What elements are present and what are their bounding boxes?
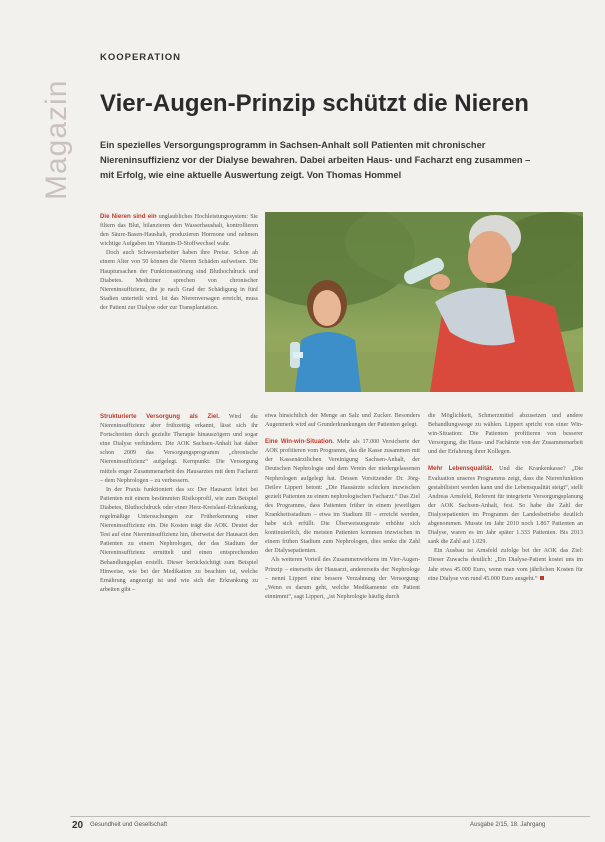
paragraph-text: Und die Krankenkasse? „Die Evaluation unseres Programms zeigt, dass die Nierenfunktion gestabilisiert werden kann und die Lebensqualität steigt“, stellt Andreas Arnsfeld, Referent für integrierte Versorgungsplanung der AOK Sachsen-Anhalt, fest. So habe die Zahl der Dialysepatienten im Programm der Landesbetriebe deutlich abgenommen. Musste im Jahr 2010 noch 1.867 Patienten an Dialyse, waren es im Jahr später 1.333 Patienten. Bis 2013 sank die Zahl auf 1.029. <box>428 466 583 546</box>
run-in-heading: Die Nieren sind ein <box>100 213 157 220</box>
paragraph-text: unglaubliches Hochleistungssystem: Sie filtern das Blut, bilanzieren den Wasserhaushalt, kontrollieren den Säure-Basen-Haushalt, produzieren Hormone und nehmen wichtige Aufgaben im Vitamin-D-Stoffwechsel wahr. <box>100 214 258 248</box>
paragraph: etwa hinsichtlich der Menge an Salz und Zucker. Besonders Augenmerk wird auf Grunderkrankungen der Patienten gelegt. <box>265 413 420 429</box>
paragraph-text: Mehr als 17.000 Versicherte der AOK profitieren vom Programm, das die Kasse zusammen mit der Kassenärztlichen Vereinigung Sachsen-Anhalt, der Deutschen Nephrologie und dem Verein der niedergelassenen Nephrologen aufgelegt hat. Dessen Vorsitzender Dr. Jörg-Detlev Lippert betont: „Die Hausärzte schicken inzwischen gezielt Patienten zu einem nephrologischen Facharzt.“ Das Ziel des Programms, dass Patienten früher in einem jeweiligen Krankheitsstadium – etwa im Stadium III – erreicht werden, habe sich erfüllt. Die Überweisungsrate erhöhte sich kontinuierlich, die meisten Patienten kommen inzwischen in einem frühen Stadium zum Nephrologen, dies senke die Zahl der Dialysepatienten. <box>265 439 420 555</box>
paragraph: die Möglichkeit, Schmerzmittel abzusetzen und andere Behandlungswege zu wählen. Lippert spricht von einer Win-win-Situation: Die Patienten profitieren von besserer Versorgung, die Haus- und Fachärzte von der Zusammenarbeit und der Erfahrung ihrer Kollegen. <box>428 413 583 456</box>
run-in-heading: Eine Win-win-Situation. <box>265 438 334 446</box>
paragraph-text: Ein Ausbau ist Arnsfeld zufolge bei der AOK das Ziel: Dieser Zuwachs deutlich: „Ein Dialyse-Patient kostet uns im Jahr etwa 45.000 Euro, wenn man vom jährlichen Kosten für eine Dialyse von rund 45.000 Euro ausgeht.“ <box>428 548 583 582</box>
paragraph: Doch auch Schwerstarbeiter haben ihre Preise. Schon ab einem Alter von 50 können die Nieren Schäden aufweisen. Die Hauptursachen der Funktionsstörung sind Bluthochdruck und Diabetes. Mediziner sprechen von chronischer Niereninsuffizienz, die je nach Grad der Schädigung in fünf Stadien unterteilt wird. Ist das Nierenversagen erreicht, muss der Patient zur Dialyse oder zur Transplantation. <box>100 250 258 311</box>
photo-illustration <box>265 212 583 392</box>
footer-issue: Ausgabe 2/15, 18. Jahrgang <box>470 822 546 828</box>
footer-section-name: Gesundheit und Gesellschaft <box>90 822 168 828</box>
paragraph <box>100 212 258 249</box>
paragraph <box>265 437 420 556</box>
section-side-label: Magazin <box>40 79 73 200</box>
end-mark-icon <box>540 576 544 580</box>
article-photo <box>265 212 583 392</box>
paragraph <box>100 412 258 486</box>
paragraph: Als weiteren Vorteil des Zusammenwirkens im Vier-Augen-Prinzip – einerseits der Hausarzt, andererseits der Nephrologe – nennt Lippert eine bessere Verzahnung der Versorgung: „Wenn es darum geht, welche Medikamente ein Patient einnimmt“, sagt Lippert, „ist Nephrologie häufig durch <box>265 557 420 600</box>
paragraph <box>428 464 583 547</box>
run-in-heading: Strukturierte Versorgung als Ziel. <box>100 413 220 420</box>
article-column-1-top <box>100 212 258 392</box>
page-number: 20 <box>72 820 84 831</box>
paragraph <box>428 547 583 583</box>
article-column-2 <box>265 412 420 804</box>
article-lead: Ein spezielles Versorgungsprogramm in Sachsen-Anhalt soll Patienten mit chronischer Niereninsuffizienz vor der Dialyse bewahren. Dabei arbeiten Haus- und Facharzt eng zusammen – mit Erfolg, wie eine aktuelle Auswertung zeigt. Von Thomas Hommel <box>100 140 531 180</box>
paragraph-text: Wird die Niereninsuffizienz aber frühzeitig erkannt, lässt sich ihr Fortschreiten durch gezielte Therapie hinauszögern und sogar eine Dialyse verhindern. Die AOK Sachsen-Anhalt hat daher schon 2009 das Versorgungsprogramm „chronische Niereninsuffizienz“ aufgelegt. Kernpunkt: Die Versorgung mittels enger Zusammenarbeit des Hausarztes mit dem Facharzt – dem Nephrologen – zu verbessern. <box>100 414 258 484</box>
article-headline: Vier-Augen-Prinzip schützt die Nieren <box>100 90 529 117</box>
article-kicker: KOOPERATION <box>100 52 182 63</box>
run-in-heading: Mehr Lebensqualität. <box>428 465 494 473</box>
article-column-3 <box>428 412 583 804</box>
paragraph: In der Praxis funktioniert das so: Der Hausarzt leitet bei Patienten mit einem bestimmten Risikoprofil, wie zum Beispiel Diabetes, Bluthochdruck oder einer Herz-Kreislauf-Erkrankung, regelmäßige Untersuchungen zur Früherkennung einer Niereninsuffizienz ein. Die Kosten trägt die AOK. Deutet der Test auf eine Niereninsuffizienz hin, überweist der Hausarzt den Patienten zu einem Nephrologen, der das Stadium der Niereninsuffizienz ermittelt und einen entsprechenden Behandlungsplan erstellt. Dieser berücksichtigt zum Beispiel Hinweise, wie bei der Medikation zu beachten ist, welche Ernährung angezeigt ist und wie sich der Erkrankung zu arbeiten gibt – <box>100 486 258 593</box>
article-column-1 <box>100 412 258 804</box>
footer-divider <box>70 816 590 817</box>
